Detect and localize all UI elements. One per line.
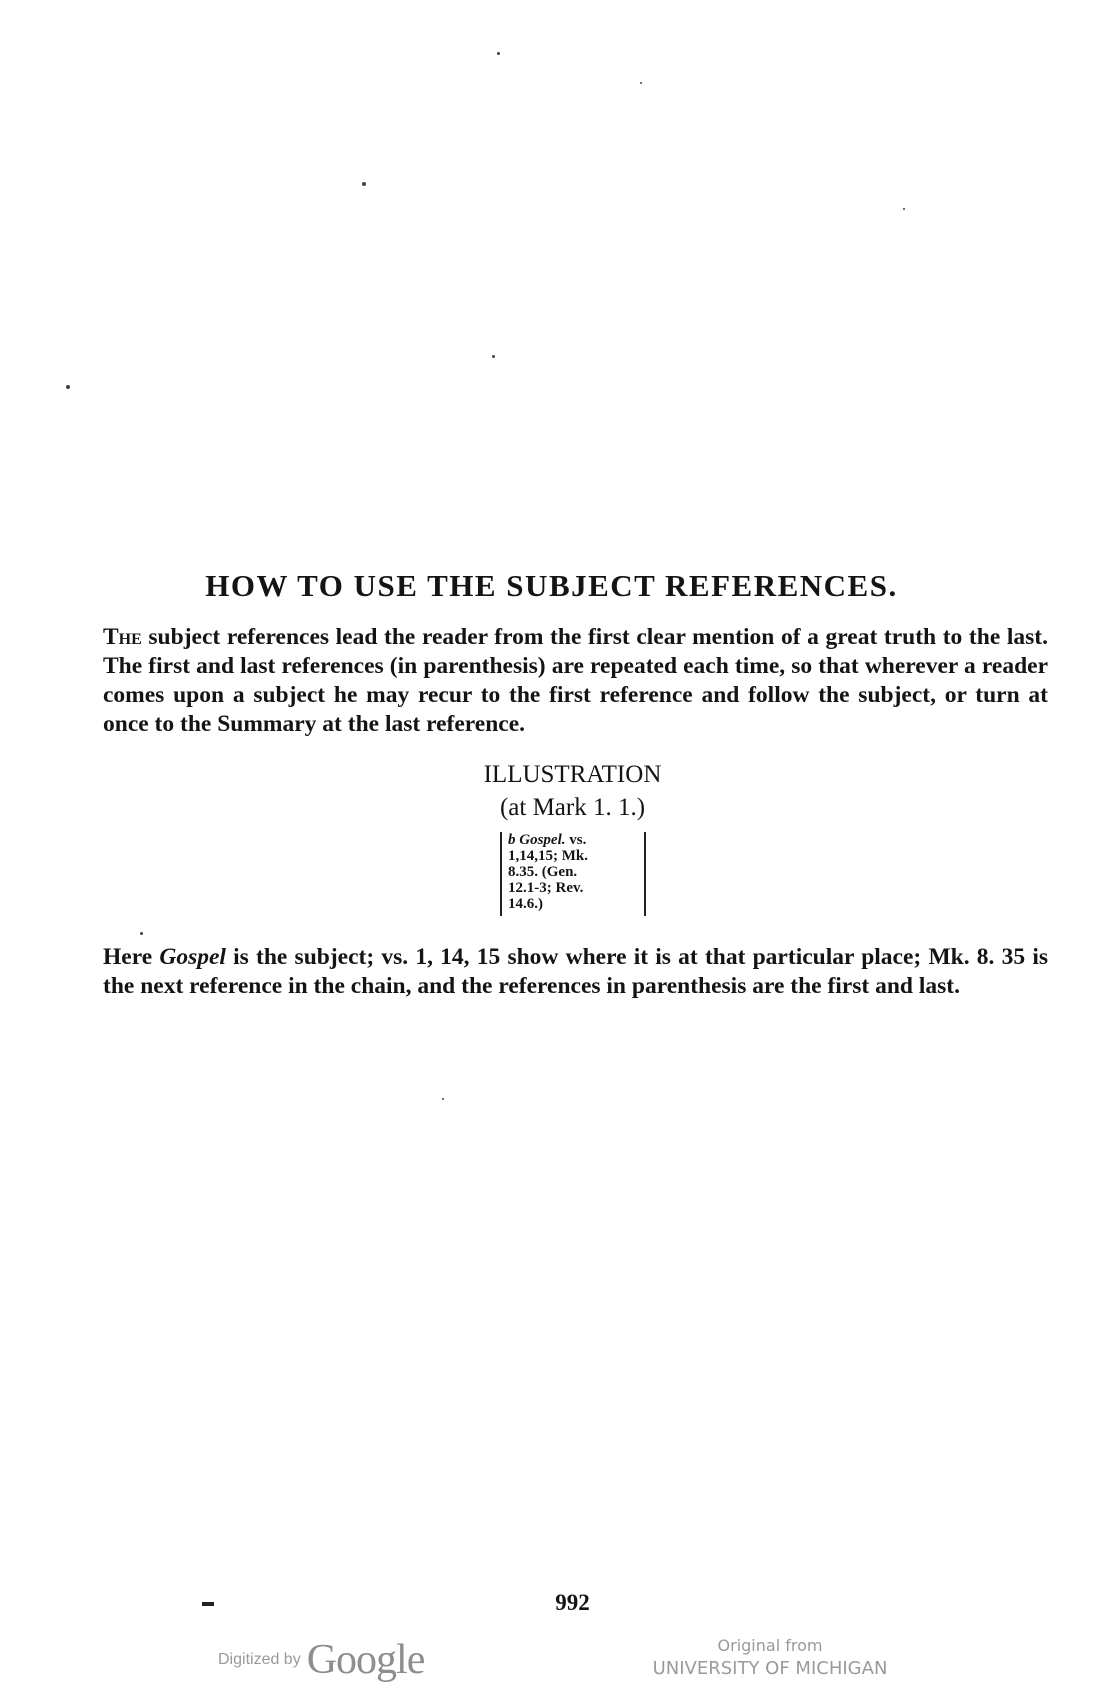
- institution-label: UNIVERSITY OF MICHIGAN: [652, 1658, 888, 1679]
- original-from-watermark: [640, 1635, 900, 1681]
- explanation-pre: Here: [103, 944, 160, 970]
- page-number: 992: [555, 1590, 590, 1615]
- digitized-by-watermark: [218, 1630, 424, 1690]
- scan-speck: [66, 385, 70, 389]
- digitized-label: Digitized by: [218, 1651, 301, 1668]
- reference-marker: b: [508, 832, 516, 848]
- explanation-paragraph: [103, 943, 1048, 1001]
- intro-paragraph: [103, 623, 1048, 739]
- scan-speck: [497, 52, 500, 55]
- intro-lead-word: The: [103, 624, 142, 650]
- reference-line: 12.1-3; Rev.: [508, 880, 584, 896]
- scan-speck: [140, 932, 143, 935]
- reference-line: 8.35. (Gen.: [508, 864, 578, 880]
- scan-speck: [640, 82, 642, 84]
- explanation-text: is the subject; vs. 1, 14, 15 show where it is at that particular place; Mk. 8. 35 is the next reference in the chain, and the references in parenthesis are the first and last.: [103, 944, 1048, 999]
- scan-speck: [442, 1098, 444, 1100]
- illustration-title: ILLUSTRATION: [483, 761, 662, 788]
- intro-text: subject references lead the reader from the first clear mention of a great truth to the last. The first and last references (in parenthesis) are repeated each time, so that wherever a reader comes upon a subject he may recur to the first reference and follow the subject, or turn at once to the Summary at the last reference.: [103, 624, 1048, 737]
- reference-subject: Gospel.: [519, 832, 566, 848]
- reference-verses-label: vs.: [565, 832, 587, 848]
- reference-line: [508, 832, 644, 848]
- reference-line: 14.6.): [508, 896, 543, 912]
- scan-speck: [362, 182, 366, 186]
- original-from-label: Original from: [717, 1636, 823, 1655]
- reference-box: [500, 832, 646, 916]
- illustration-subtitle: (at Mark 1. 1.): [499, 794, 646, 821]
- scan-speck: [492, 355, 495, 358]
- google-logo: Google: [306, 1637, 425, 1683]
- explanation-subject: Gospel: [159, 944, 226, 970]
- reference-line: 1,14,15; Mk.: [508, 848, 588, 864]
- scan-speck: [903, 208, 905, 210]
- page-heading: HOW TO USE THE SUBJECT REFERENCES.: [205, 568, 898, 603]
